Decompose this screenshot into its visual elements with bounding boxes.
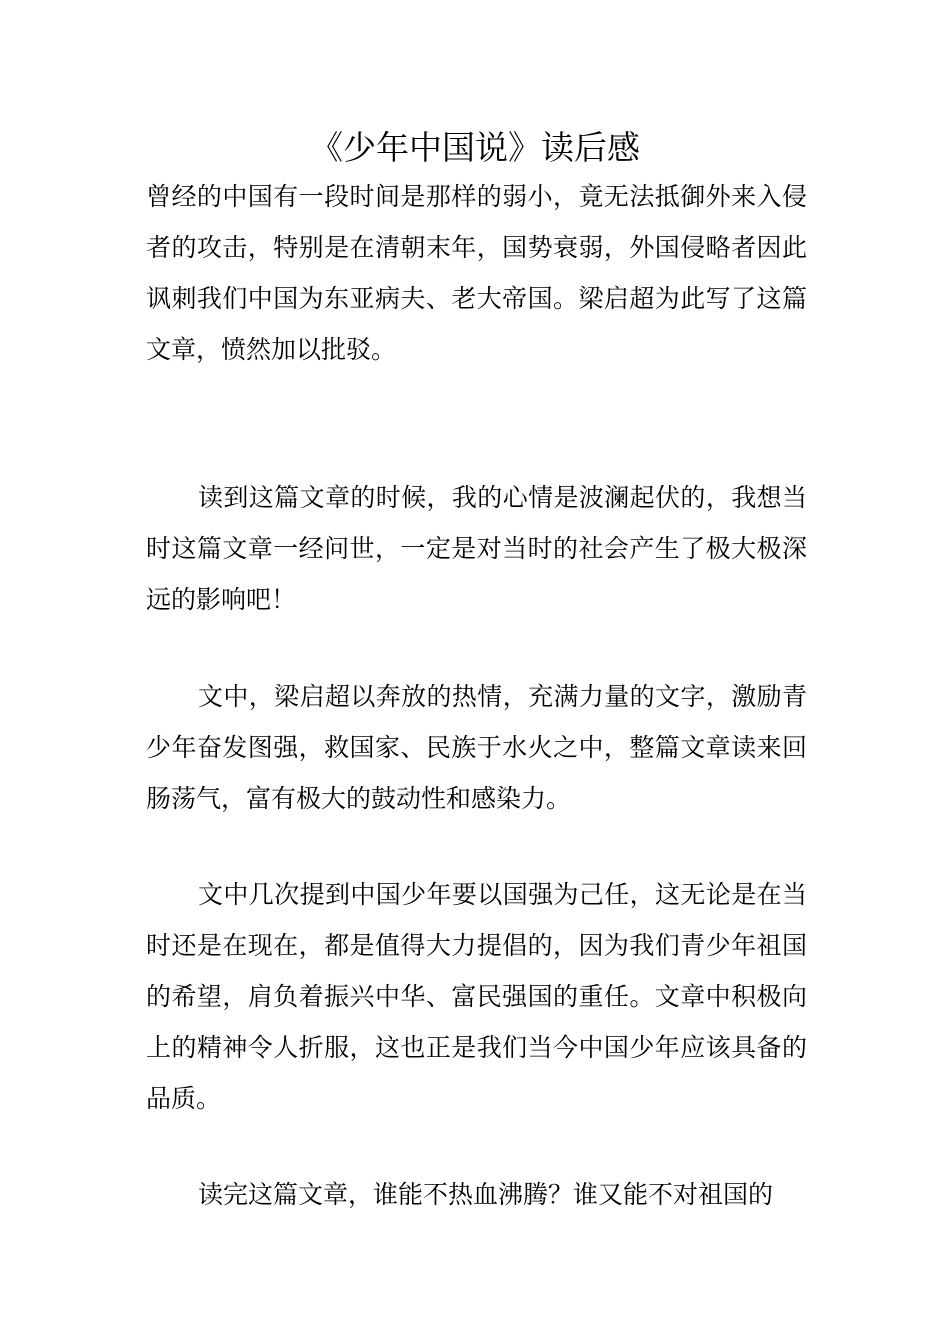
document-title: 《少年中国说》读后感 <box>310 128 640 167</box>
paragraph-1: 曾经的中国有一段时间是那样的弱小，竟无法抵御外来入侵者的攻击，特别是在清朝末年，国势衰弱，外国侵略者因此讽刺我们中国为东亚病夫、老大帝国。梁启超为此写了这篇文章，愤然加以批驳。 <box>146 182 807 364</box>
paragraph-5: 读完这篇文章，谁能不热血沸腾？谁又能不对祖国的 <box>198 1180 774 1209</box>
paragraph-4: 文中几次提到中国少年要以国强为己任，这无论是在当时还是在现在，都是值得大力提倡的，因为我们青少年祖国的希望，肩负着振兴中华、富民强国的重任。文章中积极向上的精神令人折服，这也正是我们当今中国少年应该具备的品质。 <box>146 880 807 1113</box>
paragraph-2: 读到这篇文章的时候，我的心情是波澜起伏的，我想当时这篇文章一经问世，一定是对当时的社会产生了极大极深远的影响吧！ <box>146 483 807 614</box>
paragraph-3: 文中，梁启超以奔放的热情，充满力量的文字，激励青少年奋发图强，救国家、民族于水火之中，整篇文章读来回肠荡气，富有极大的鼓动性和感染力。 <box>146 682 807 813</box>
